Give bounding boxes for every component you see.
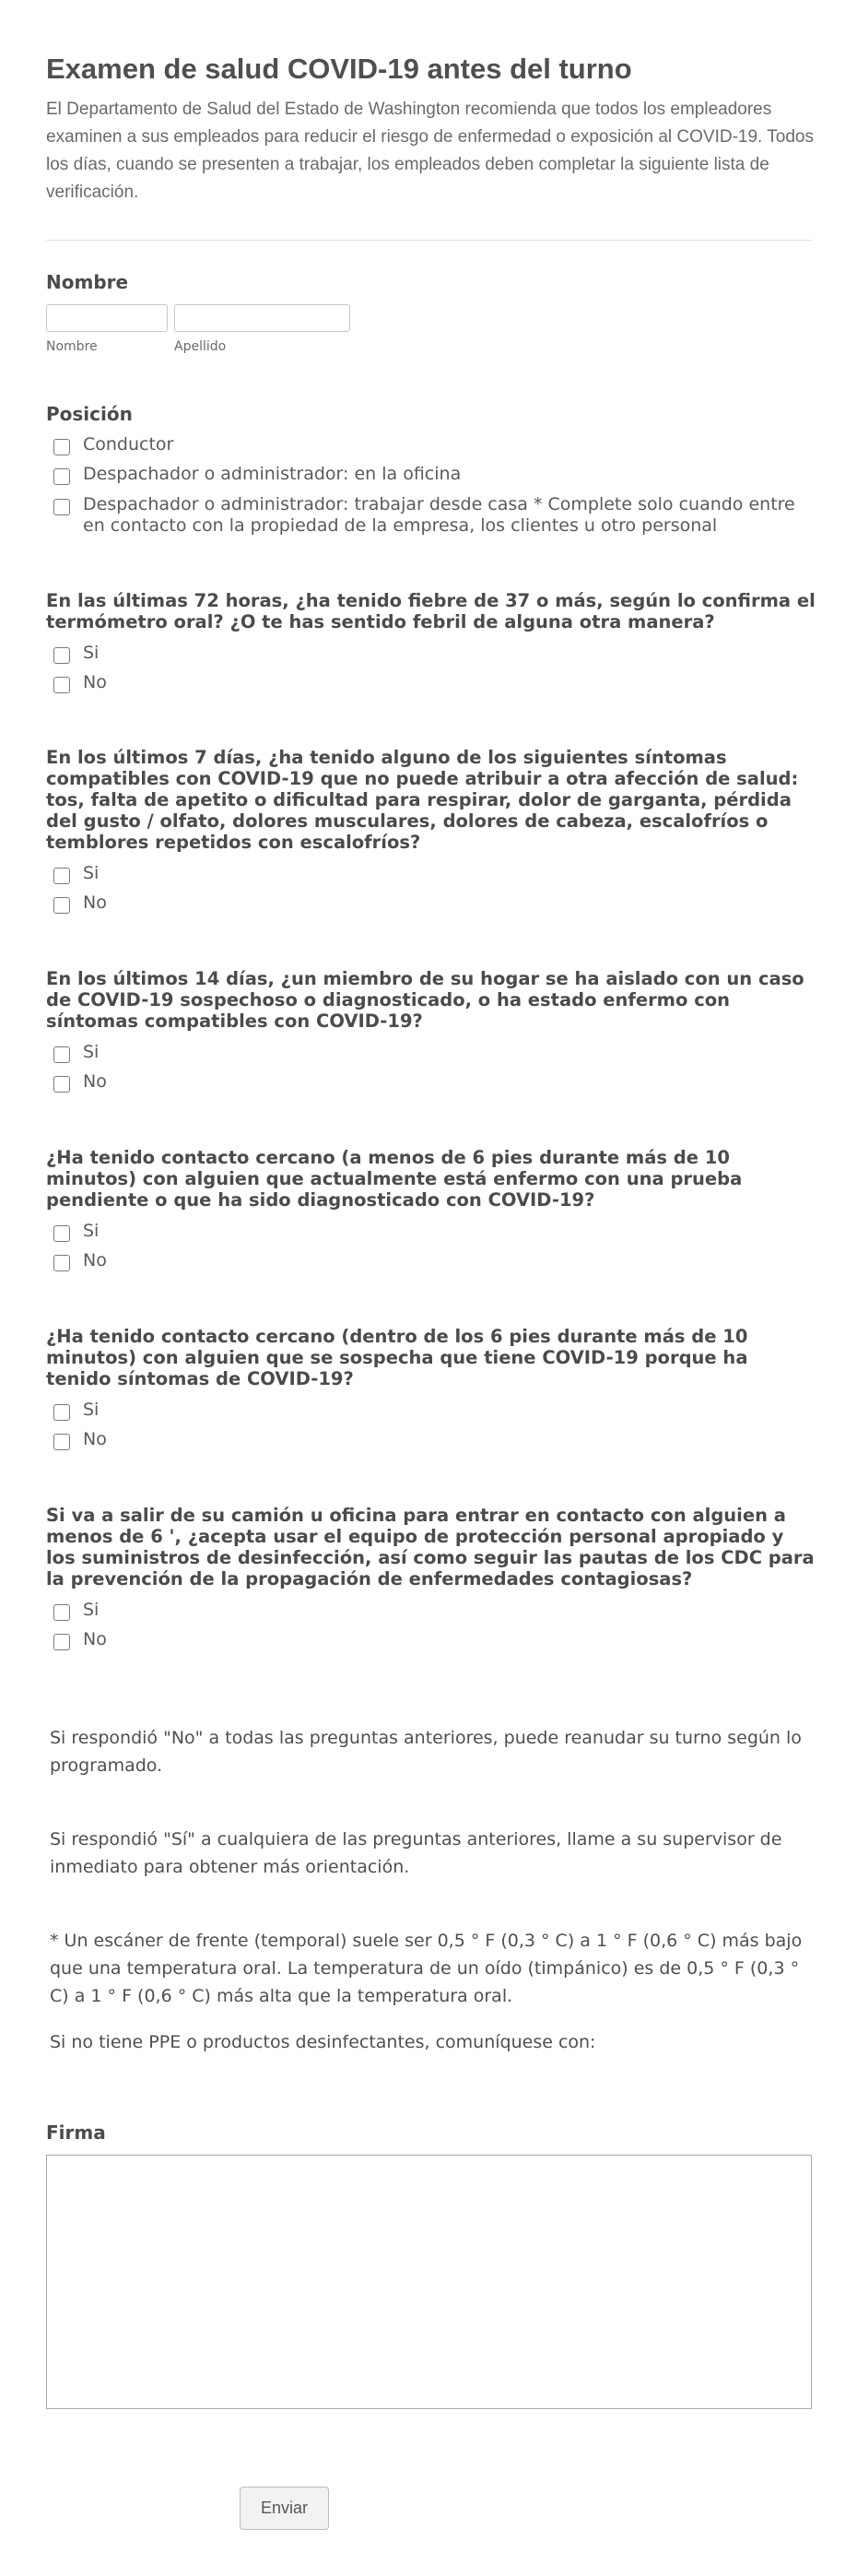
- note-all-no: Si respondió "No" a todas las preguntas anteriores, puede reanudar su turno según lo programado.: [50, 1728, 802, 1776]
- question-1-option-si[interactable]: [53, 643, 815, 664]
- checkbox[interactable]: [53, 1225, 70, 1242]
- option-label: No: [83, 672, 107, 692]
- checkbox[interactable]: [53, 1255, 70, 1271]
- checkbox[interactable]: [53, 1046, 70, 1063]
- question-6-option-no[interactable]: [53, 1629, 815, 1650]
- form-title: Examen de salud COVID-19 antes del turno: [46, 53, 632, 85]
- question-1-option-no[interactable]: [53, 672, 815, 693]
- checkbox[interactable]: [53, 468, 70, 485]
- checkbox[interactable]: [53, 897, 70, 914]
- option-label: No: [83, 1429, 107, 1449]
- checkbox[interactable]: [53, 1404, 70, 1421]
- checkbox[interactable]: [53, 499, 70, 515]
- checkbox[interactable]: [53, 647, 70, 664]
- checkbox[interactable]: [53, 1604, 70, 1621]
- checkbox[interactable]: [53, 677, 70, 693]
- question-3-option-no[interactable]: [53, 1071, 815, 1093]
- option-label: Si: [83, 1600, 100, 1620]
- checkbox[interactable]: [53, 439, 70, 455]
- header-divider: [46, 240, 813, 241]
- note-temperature: * Un escáner de frente (temporal) suele ser 0,5 ° F (0,3 ° C) a 1 ° F (0,6 ° C) más bajo que una temperatura oral. La temperatura de un oído (timpánico) es de 0,5 ° F (0,3 ° C) a 1 ° F (0,6 ° C) más alta que la temperatura oral.: [50, 1931, 803, 2006]
- option-label: Despachador o administrador: trabajar desde casa * Complete solo cuando entre en contacto con la propiedad de la empresa, los clientes u otro personal: [83, 494, 795, 536]
- option-label: Si: [83, 1221, 100, 1241]
- form-description: El Departamento de Salud del Estado de Washington recomienda que todos los empleadores examinen a sus empleados para reducir el riesgo de enfermedad o exposición al COVID-19. Todos los días, cuando se presenten a trabajar, los empleados deben completar la siguiente lista de verificación.: [46, 100, 814, 202]
- question-4-option-no[interactable]: [53, 1250, 815, 1271]
- option-label: No: [83, 1629, 107, 1649]
- position-label: Posición: [46, 403, 133, 425]
- question-1-label: En las últimas 72 horas, ¿ha tenido fiebre de 37 o más, según lo confirma el termómetro oral? ¿O te has sentido febril de alguna otra manera?: [46, 590, 816, 632]
- question-2-option-si[interactable]: [53, 863, 815, 884]
- checkbox[interactable]: [53, 868, 70, 884]
- signature-label: Firma: [46, 2121, 106, 2144]
- question-3-option-si[interactable]: [53, 1042, 815, 1063]
- submit-button[interactable]: Enviar: [240, 2487, 329, 2530]
- question-6-label: Si va a salir de su camión u oficina para entrar en contacto con alguien a menos de 6 ', ¿acepta usar el equipo de protección personal apropiado y los suministros de desinfección, así como seguir las pautas de los CDC para la prevención de la propagación de enfermedades contagiosas?: [46, 1505, 815, 1589]
- question-6-option-si[interactable]: [53, 1600, 815, 1621]
- checkbox[interactable]: [53, 1634, 70, 1650]
- question-2-label: En los últimos 7 días, ¿ha tenido alguno de los siguientes síntomas compatibles con COVID-19 que no puede atribuir a otra afección de salud: tos, falta de apetito o dificultad para respirar, dolor de garganta, pérdida del gusto / olfato, dolores musculares, dolores de cabeza, escalofríos o temblores repetidos con escalofríos?: [46, 747, 799, 853]
- note-any-yes: Si respondió "Sí" a cualquiera de las preguntas anteriores, llame a su supervisor de inmediato para obtener más orientación.: [50, 1829, 782, 1877]
- position-option-office[interactable]: [53, 464, 815, 485]
- option-label: Si: [83, 1042, 100, 1062]
- last-name-input[interactable]: [174, 304, 350, 332]
- first-name-input[interactable]: [46, 304, 168, 332]
- last-name-sublabel: Apellido: [174, 339, 227, 354]
- position-option-conductor[interactable]: [53, 434, 815, 455]
- option-label: No: [83, 1071, 107, 1092]
- checkbox[interactable]: [53, 1434, 70, 1450]
- signature-pad[interactable]: [46, 2155, 812, 2409]
- question-4-option-si[interactable]: [53, 1221, 815, 1242]
- question-2-option-no[interactable]: [53, 892, 815, 914]
- option-label: No: [83, 1250, 107, 1270]
- question-3-label: En los últimos 14 días, ¿un miembro de su hogar se ha aislado con un caso de COVID-19 sospechoso o diagnosticado, o ha estado enfermo con síntomas compatibles con COVID-19?: [46, 968, 804, 1032]
- first-name-sublabel: Nombre: [46, 339, 98, 354]
- option-label: Si: [83, 863, 100, 883]
- note-ppe-contact: Si no tiene PPE o productos desinfectantes, comuníquese con:: [50, 2032, 596, 2052]
- option-label: Si: [83, 1400, 100, 1420]
- position-option-remote[interactable]: [53, 494, 815, 537]
- question-4-label: ¿Ha tenido contacto cercano (a menos de 6 pies durante más de 10 minutos) con alguien que actualmente está enfermo con una prueba pendiente o que ha sido diagnosticado con COVID-19?: [46, 1147, 743, 1211]
- option-label: No: [83, 892, 107, 913]
- option-label: Si: [83, 643, 100, 663]
- question-5-label: ¿Ha tenido contacto cercano (dentro de los 6 pies durante más de 10 minutos) con alguien que se sospecha que tiene COVID-19 porque ha tenido síntomas de COVID-19?: [46, 1326, 748, 1389]
- question-5-option-no[interactable]: [53, 1429, 815, 1450]
- name-label: Nombre: [46, 271, 129, 293]
- question-5-option-si[interactable]: [53, 1400, 815, 1421]
- option-label: Despachador o administrador: en la oficina: [83, 464, 462, 484]
- checkbox[interactable]: [53, 1076, 70, 1093]
- option-label: Conductor: [83, 434, 174, 455]
